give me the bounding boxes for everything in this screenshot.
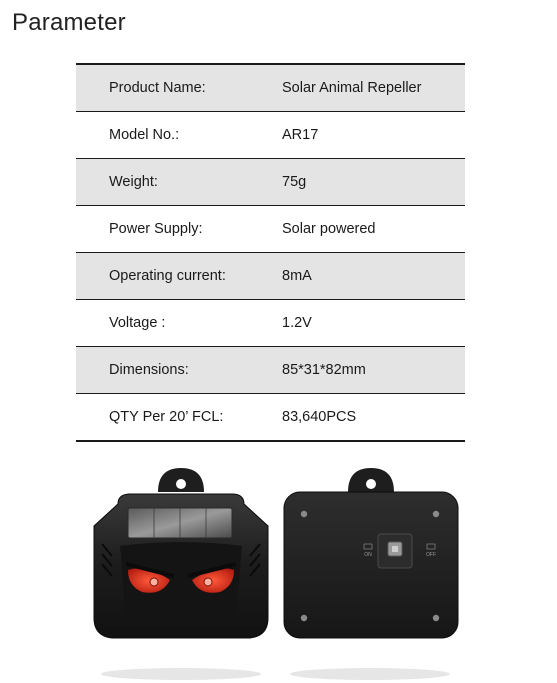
- screw: [301, 615, 307, 621]
- shadow: [290, 668, 450, 680]
- spec-label: Power Supply:: [109, 221, 203, 237]
- hanging-hole: [176, 479, 186, 489]
- product-photo: [76, 448, 486, 683]
- spec-value: 85*31*82mm: [282, 362, 366, 378]
- spec-value: Solar powered: [282, 221, 376, 237]
- spec-value: 75g: [282, 174, 307, 190]
- table-row: [76, 394, 465, 442]
- switch-off-label: OFF: [426, 552, 436, 558]
- spec-value: AR17: [282, 127, 319, 143]
- spec-value: 8mA: [282, 268, 312, 284]
- hanging-hole: [366, 479, 376, 489]
- table-row: [76, 112, 465, 159]
- spec-label: Model No.:: [109, 127, 180, 143]
- table-row: [76, 253, 465, 300]
- spec-label: QTY Per 20’ FCL:: [109, 409, 224, 425]
- table-row: [76, 65, 465, 112]
- table-row: [76, 159, 465, 206]
- right-led: [204, 578, 212, 586]
- spec-label: Dimensions:: [109, 362, 189, 378]
- spec-label: Product Name:: [109, 80, 206, 96]
- screw: [433, 511, 439, 517]
- spec-value: Solar Animal Repeller: [282, 80, 422, 96]
- spec-value: 83,640PCS: [282, 409, 357, 425]
- screw: [433, 615, 439, 621]
- table-row: [76, 347, 465, 394]
- page-title: Parameter: [12, 9, 126, 36]
- screw: [301, 511, 307, 517]
- table-row: [76, 300, 465, 347]
- left-led: [150, 578, 158, 586]
- parameter-table: [76, 63, 465, 442]
- spec-label: Voltage :: [109, 315, 166, 331]
- spec-label: Operating current:: [109, 268, 226, 284]
- repeller-front-device: [94, 468, 268, 638]
- repeller-back-device: [284, 468, 458, 638]
- spec-value: 1.2V: [282, 315, 312, 331]
- shadow: [101, 668, 261, 680]
- table-row: [76, 206, 465, 253]
- spec-label: Weight:: [109, 174, 158, 190]
- switch-on-label: ON: [364, 552, 372, 558]
